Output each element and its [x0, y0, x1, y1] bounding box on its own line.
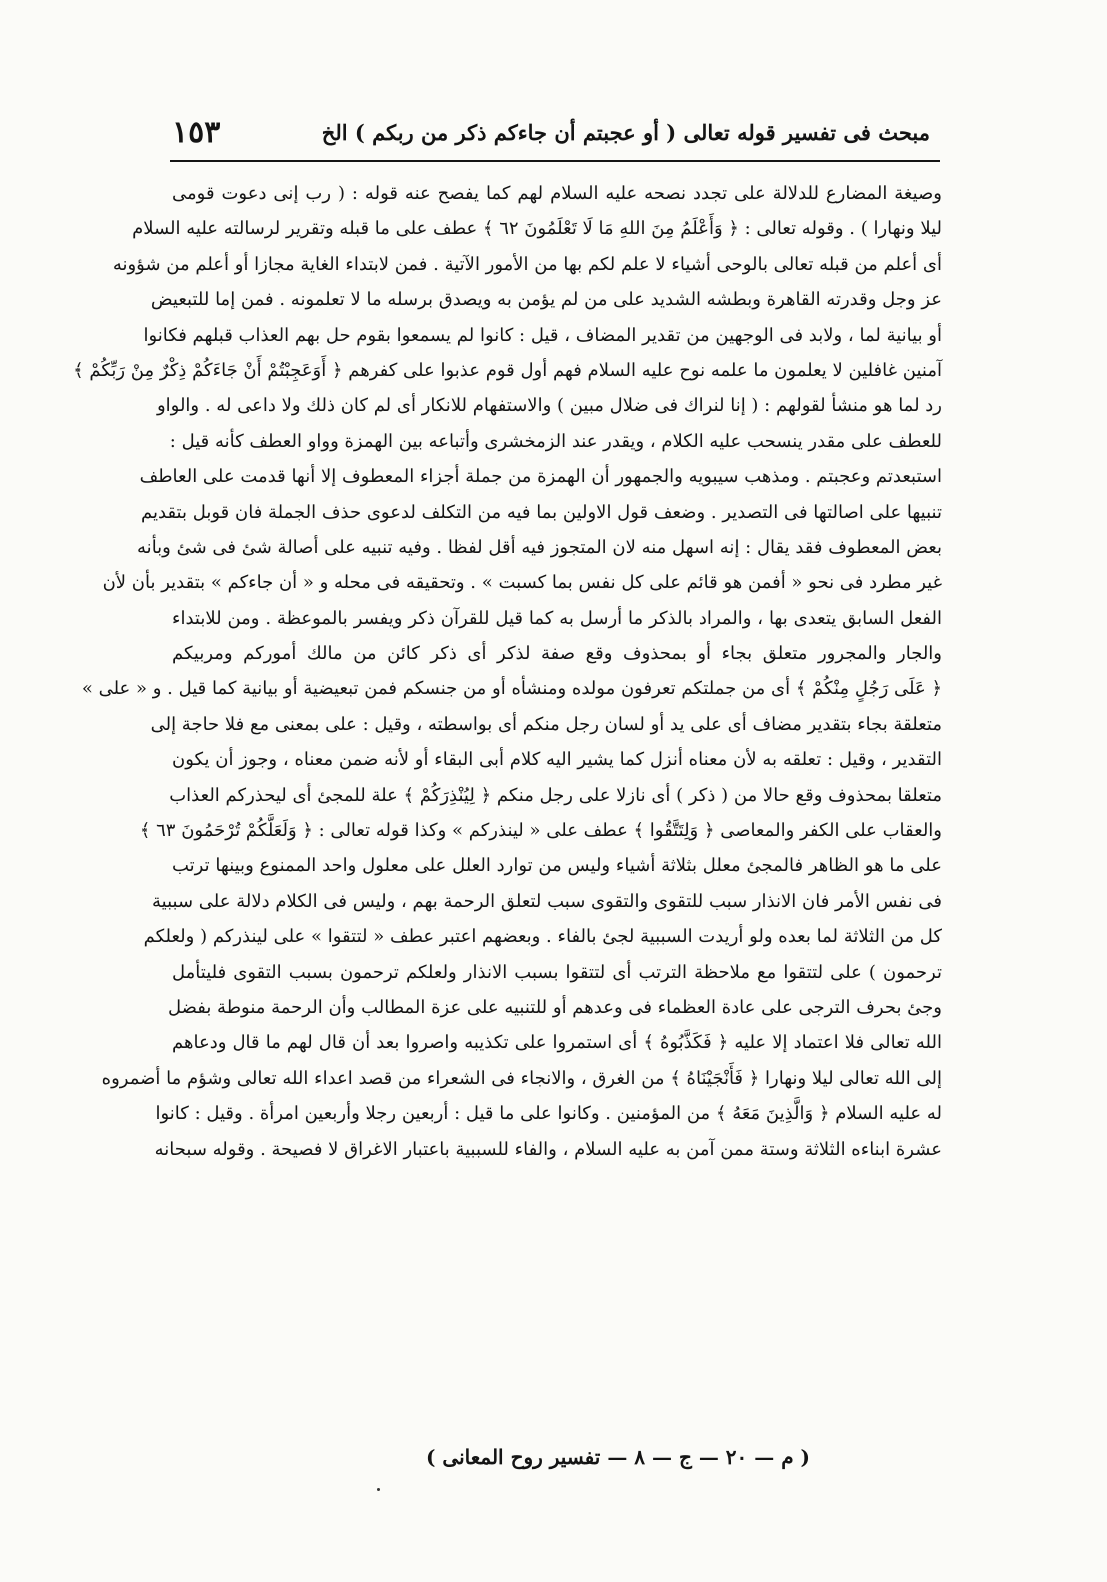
- text-line: للعطف على مقدر ينسحب عليه الكلام ، ويقدر عند الزمخشرى وأتباعه بين الهمزة وواو العطف كأنه قيل :: [169, 430, 942, 452]
- text-line: آمنين غافلين لا يعلمون ما علمه نوح عليه السلام فهم أول قوم عذبوا على كفرهم ﴿ أَوَعَجِبْتُمْ أَنْ جَاءَكُمْ ذِكْرٌ مِنْ رَبِّكُمْ ﴾: [73, 359, 942, 381]
- text-line: رد لما هو منشأ لقولهم : ( إنا لنراك فى ضلال مبين ) والاستفهام للانكار أى لم كان ذلك ولا داعى له . والواو: [156, 395, 942, 417]
- header-rule: [170, 160, 940, 162]
- text-line: متعلقا بمحذوف وقع حالا من ( ذكر ) أى نازلا على رجل منكم ﴿ لِيُنْذِرَكُمْ ﴾ علة للمجئ أى ليحذركم العذاب: [169, 784, 942, 806]
- text-line: على ما هو الظاهر فالمجئ معلل بثلاثة أشياء وليس من توارد العلل على معلول واحد الممنوع وبينها ترتب: [172, 855, 942, 877]
- text-line: التقدير ، وقيل : تعلقه به لأن معناه أنزل كما يشير اليه كلام أبى البقاء أو لأنه ضمن معناه ، وجوز أن يكون: [172, 749, 942, 771]
- text-line: له عليه السلام ﴿ وَالَّذِينَ مَعَهُ ﴾ من المؤمنين . وكانوا على ما قيل : أربعين رجلا وأربعين امرأة . وقيل : كانوا: [155, 1103, 942, 1125]
- text-line: وجئ بحرف الترجى على عادة العظماء فى وعدهم أو للتنبيه على عزة المطالب وأن الرحمة منوطة بفضل: [167, 996, 942, 1018]
- text-line: غير مطرد فى نحو « أفمن هو قائم على كل نفس بما كسبت » . وتحقيقه فى محله و « أن جاءكم » بتقدير بأن لأن: [102, 572, 942, 594]
- text-line: فى نفس الأمر فان الانذار سبب للتقوى والتقوى سبب لتعلق الرحمة بهم ، وليس فى الكلام دلالة على سببية: [152, 890, 942, 912]
- text-line: استبعدتم وعجبتم . ومذهب سيبويه والجمهور أن الهمزة من جملة أجزاء المعطوف إلا أنها قدمت على العاطف: [139, 466, 942, 488]
- text-line: عشرة ابناءه الثلاثة وستة ممن آمن به عليه السلام ، والفاء للسببية باعتبار الاغراق لا فصيحة . وقوله سبحانه: [154, 1138, 942, 1160]
- text-line: ليلا ونهارا ) . وقوله تعالى : ﴿ وَأَعْلَمُ مِنَ اللهِ مَا لَا تَعْلَمُونَ ٦٢ ﴾ عطف على ما قبله وتقرير لرسالته عليه السلام: [132, 218, 942, 240]
- text-line: والعقاب على الكفر والمعاصى ﴿ وَلِتَتَّقُوا ﴾ عطف على « لينذركم » وكذا قوله تعالى : ﴿ وَلَعَلَّكُمْ تُرْحَمُونَ ٦٣ ﴾: [139, 820, 942, 842]
- text-line: متعلقة بجاء بتقدير مضاف أى على يد أو لسان رجل منكم أى بواسطته ، وقيل : على بمعنى مع فلا حاجة إلى: [150, 713, 942, 735]
- text-line: إلى الله تعالى ليلا ونهارا ﴿ فَأَنْجَيْنَاهُ ﴾ من الغرق ، والانجاء فى الشعراء من قصد اعداء الله تعالى وشؤم ما أضمروه: [101, 1067, 942, 1089]
- text-line: وصيغة المضارع للدلالة على تجدد نصحه عليه السلام لهم كما يفصح عنه قوله : ( رب إنى دعوت قومى: [172, 183, 942, 204]
- text-line: الله تعالى فلا اعتماد إلا عليه ﴿ فَكَذَّبُوهُ ﴾ أى استمروا على تكذيبه واصروا بعد أن قال لهم ما قال ودعاهم: [172, 1032, 942, 1054]
- text-line: أى أعلم من قبله تعالى بالوحى أشياء لا علم لكم بها من الأمور الآتية . فمن لابتداء الغاية مجازا أو أعلم من شؤونه: [112, 253, 942, 275]
- text-line: كل من الثلاثة لما بعده ولو أريدت السببية لجئ بالفاء . وبعضهم اعتبر عطف « لتتقوا » على لينذركم ( ولعلكم: [143, 926, 942, 948]
- page-number: ١٥٣: [172, 114, 221, 150]
- running-header: [172, 112, 930, 152]
- body-text: [73, 176, 942, 1167]
- text-line: والجار والمجرور متعلق بجاء أو بمحذوف وقع صفة لذكر أى ذكر كائن من مالك أموركم ومربيكم: [172, 643, 942, 665]
- text-line: ترحمون ) على لتتقوا مع ملاحظة الترتب أى لتتقوا بسبب الانذار ولعلكم ترحمون بسبب التقوى فليتأمل: [172, 961, 942, 983]
- text-line: بعض المعطوف فقد يقال : إنه اسهل منه لان المتجوز فيه أقل لفظا . وفيه تنبيه على أصالة شئ فى شئ وبأنه: [137, 536, 942, 558]
- ink-speck: [377, 1488, 380, 1491]
- text-line: ﴿ عَلَى رَجُلٍ مِنْكُمْ ﴾ أى من جملتكم تعرفون مولده ومنشأه أو من جنسكم فمن تبعيضية أو بيانية كما قيل . و « على »: [81, 678, 942, 700]
- text-line: الفعل السابق يتعدى بها ، والمراد بالذكر ما أرسل به كما قيل للقرآن ذكر ويفسر بالموعظة . ومن للابتداء: [172, 607, 942, 629]
- header-title: مبحث فى تفسير قوله تعالى ( أو عجبتم أن جاءكم ذكر من ربكم ) الخ: [321, 119, 930, 145]
- text-line: تنبيها على اصالتها فى التصدير . وضعف قول الاولين بما فيه من التكلف لدعوى حذف الجملة فان قوبل بتقديم: [141, 501, 942, 523]
- text-line: أو بيانية لما ، ولابد فى الوجهين من تقدير المضاف ، قيل : كانوا لم يسمعوا بقوم حل بهم العذاب قبلهم فكانوا: [143, 324, 942, 346]
- text-line: عز وجل وقدرته القاهرة وبطشه الشديد على من لم يؤمن به ويصدق برسله ما لا تعلمونه . فمن إما للتبعيض: [150, 289, 942, 311]
- signature-footer: ( م — ٢٠ — ج — ٨ — تفسير روح المعانى ): [425, 1445, 811, 1469]
